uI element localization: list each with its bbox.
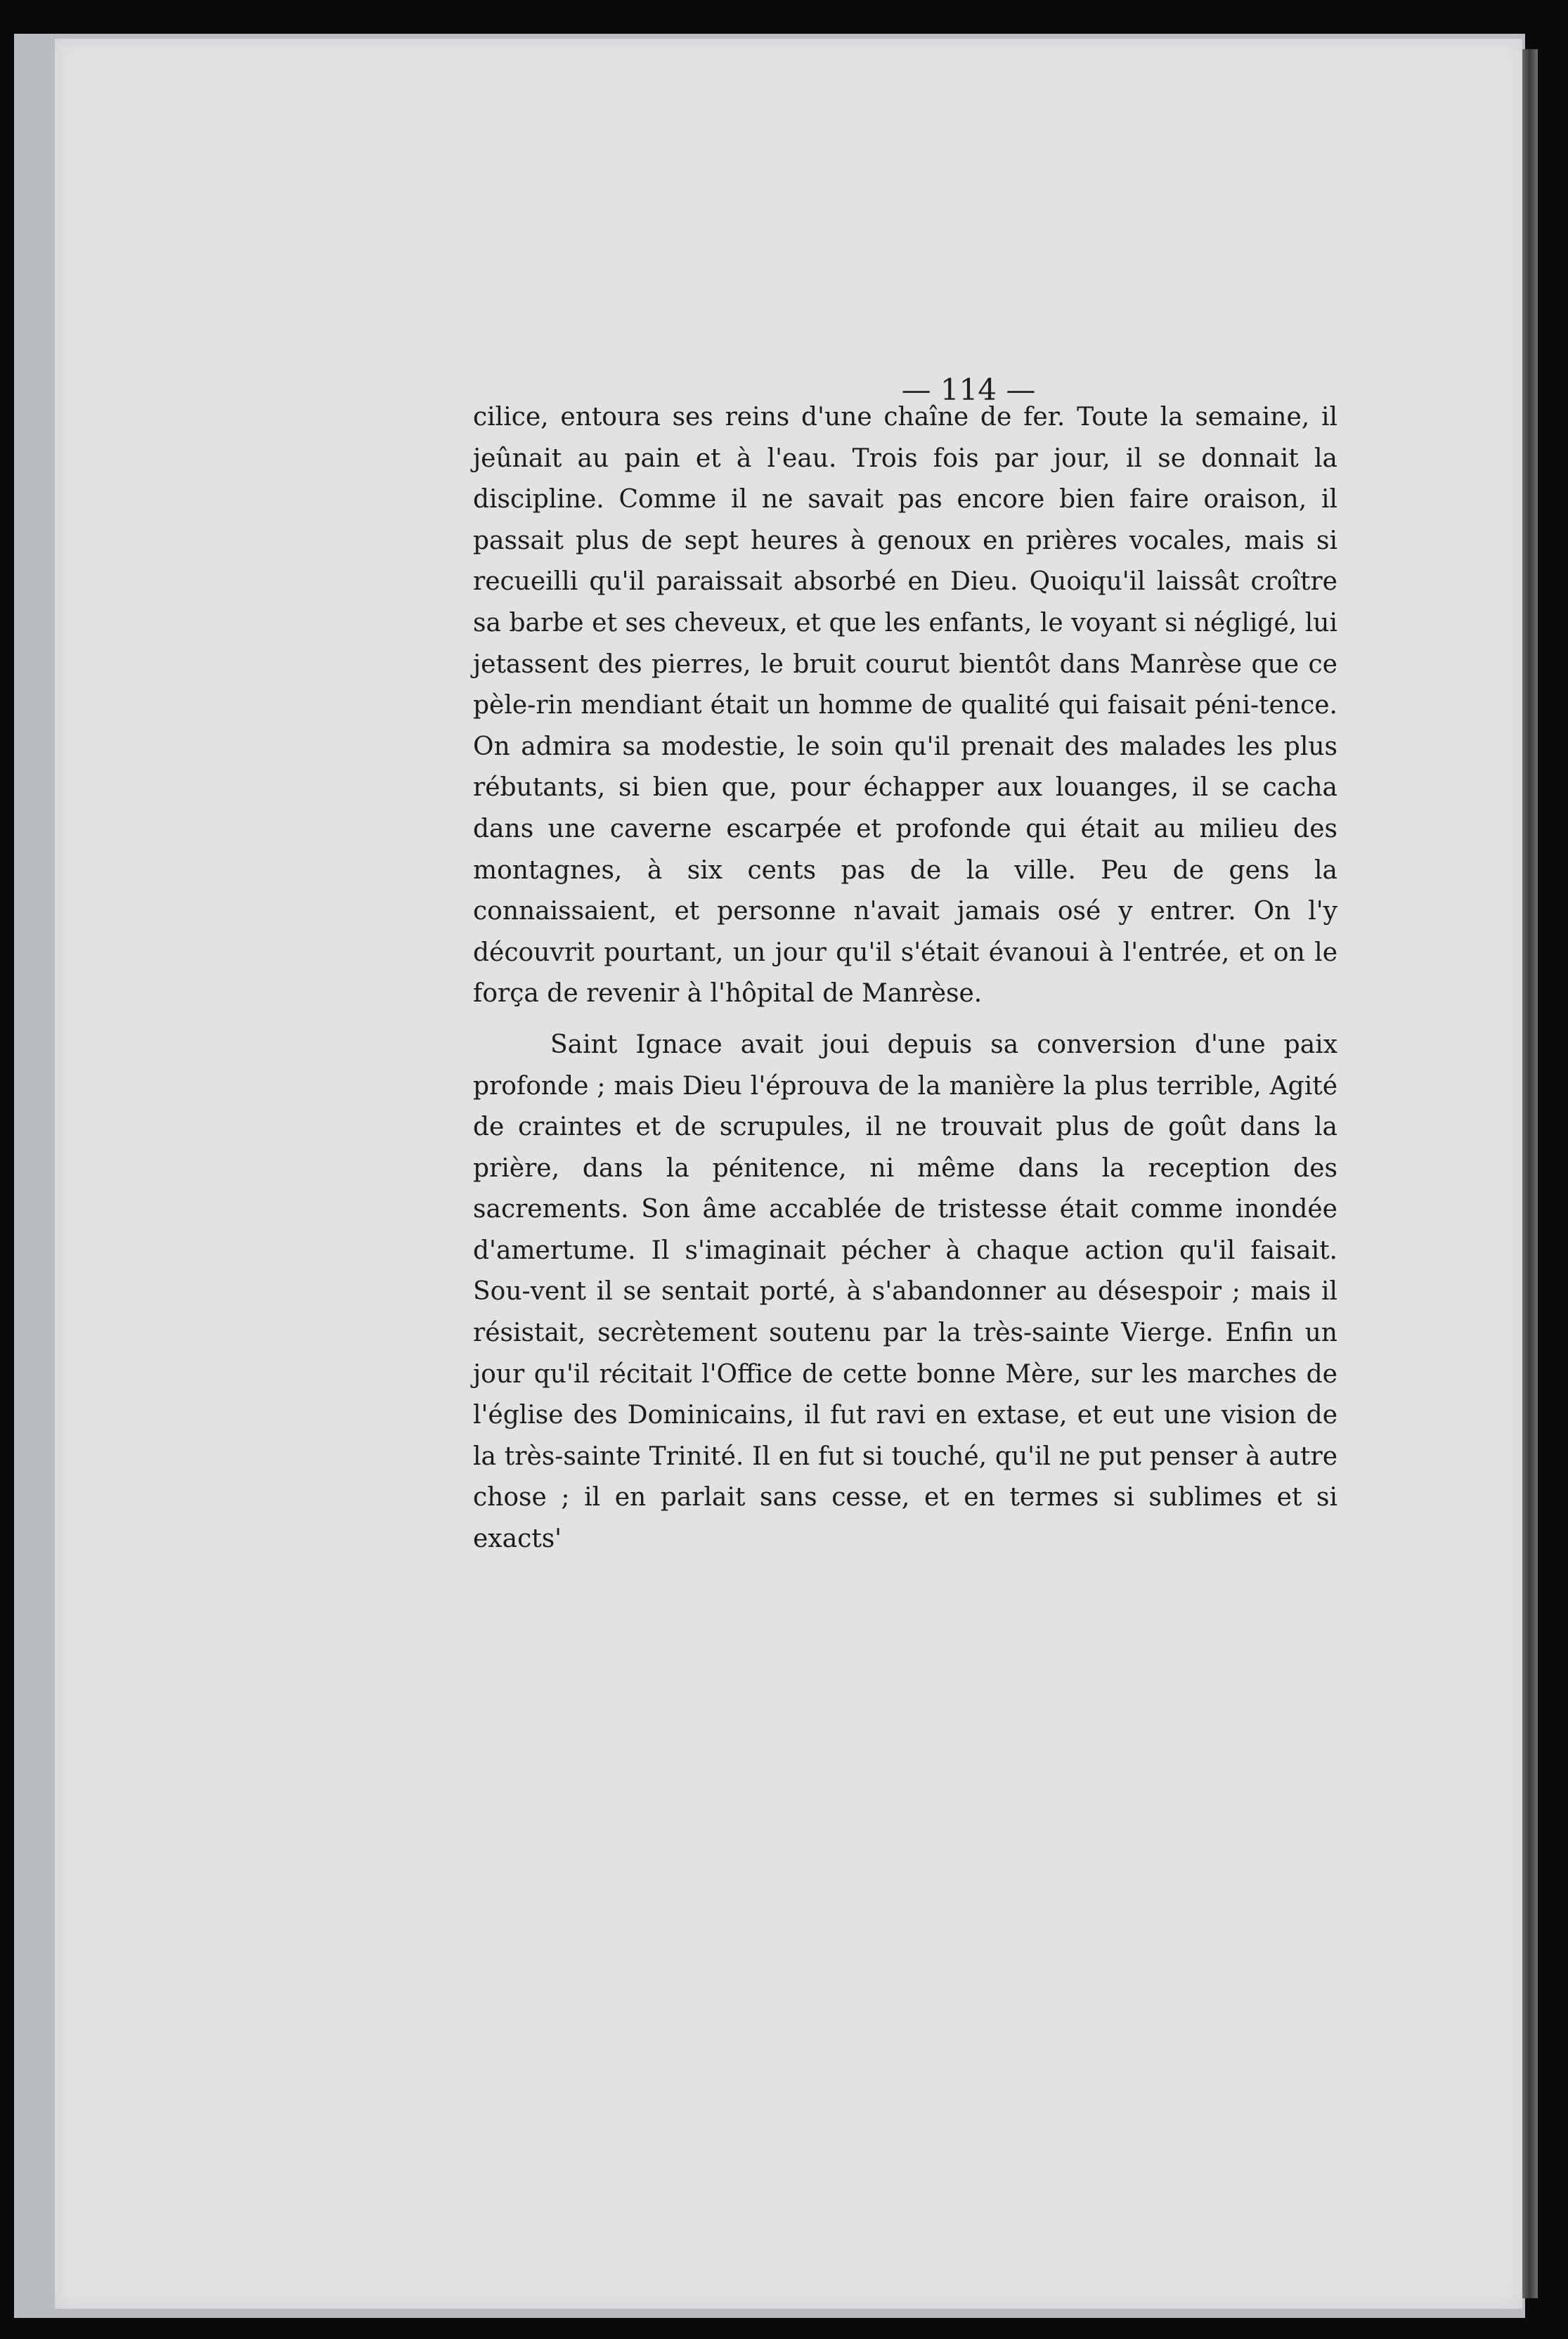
paragraph-1: cilice, entoura ses reins d'une chaîne de fer. Toute la semaine, il jeûnait au pain et à l'eau. Trois fois par jour, il se donnait la discipline. Comme il ne savait pas encore bien faire oraison, il passait plus de sept heures à genoux en prières vocales, mais si recueilli qu'il paraissait absorbé en Dieu. Quoiqu'il laissât croître sa barbe et ses cheveux, et que les enfants, le voyant si négligé, lui jetassent des pierres, le bruit courut bientôt dans Manrèse que ce pèle-rin mendiant était un homme de qualité qui faisait péni-tence. On admira sa modestie, le soin qu'il prenait des malades les plus rébutants, si bien que, pour échapper aux louanges, il se cacha dans une caverne escarpée et profonde qui était au milieu des montagnes, à six cents pas de la ville. Peu de gens la connaissaient, et personne n'avait jamais osé y entrer. On l'y découvrit pourtant, un jour qu'il s'était évanoui à l'entrée, et on le força de revenir à l'hôpital de Manrèse. — [473, 403, 1337, 1009]
page-number: — 114 — — [901, 372, 1036, 407]
body-text — [473, 397, 1337, 1560]
paragraph-2: Saint Ignace avait joui depuis sa conversion d'une paix profonde ; mais Dieu l'éprouva de la manière la plus terrible, Agité de craintes et de scrupules, il ne trouvait plus de goût dans la prière, dans la pénitence, ni même dans la reception des sacrements. Son âme accablée de tristesse était comme inondée d'amertume. Il s'imaginait pécher à chaque action qu'il faisait. Sou-vent il se sentait porté, à s'abandonner au désespoir ; mais il résistait, secrètement soutenu par la très-sainte Vierge. Enfin un jour qu'il récitait l'Office de cette bonne Mère, sur les marches de l'église des Dominicains, il fut ravi en extase, et eut une vision de la très-sainte Trinité. Il en fut si touché, qu'il ne put penser à autre chose ; il en parlait sans cesse, et en termes si sublimes et si exacts' — [473, 1030, 1337, 1554]
